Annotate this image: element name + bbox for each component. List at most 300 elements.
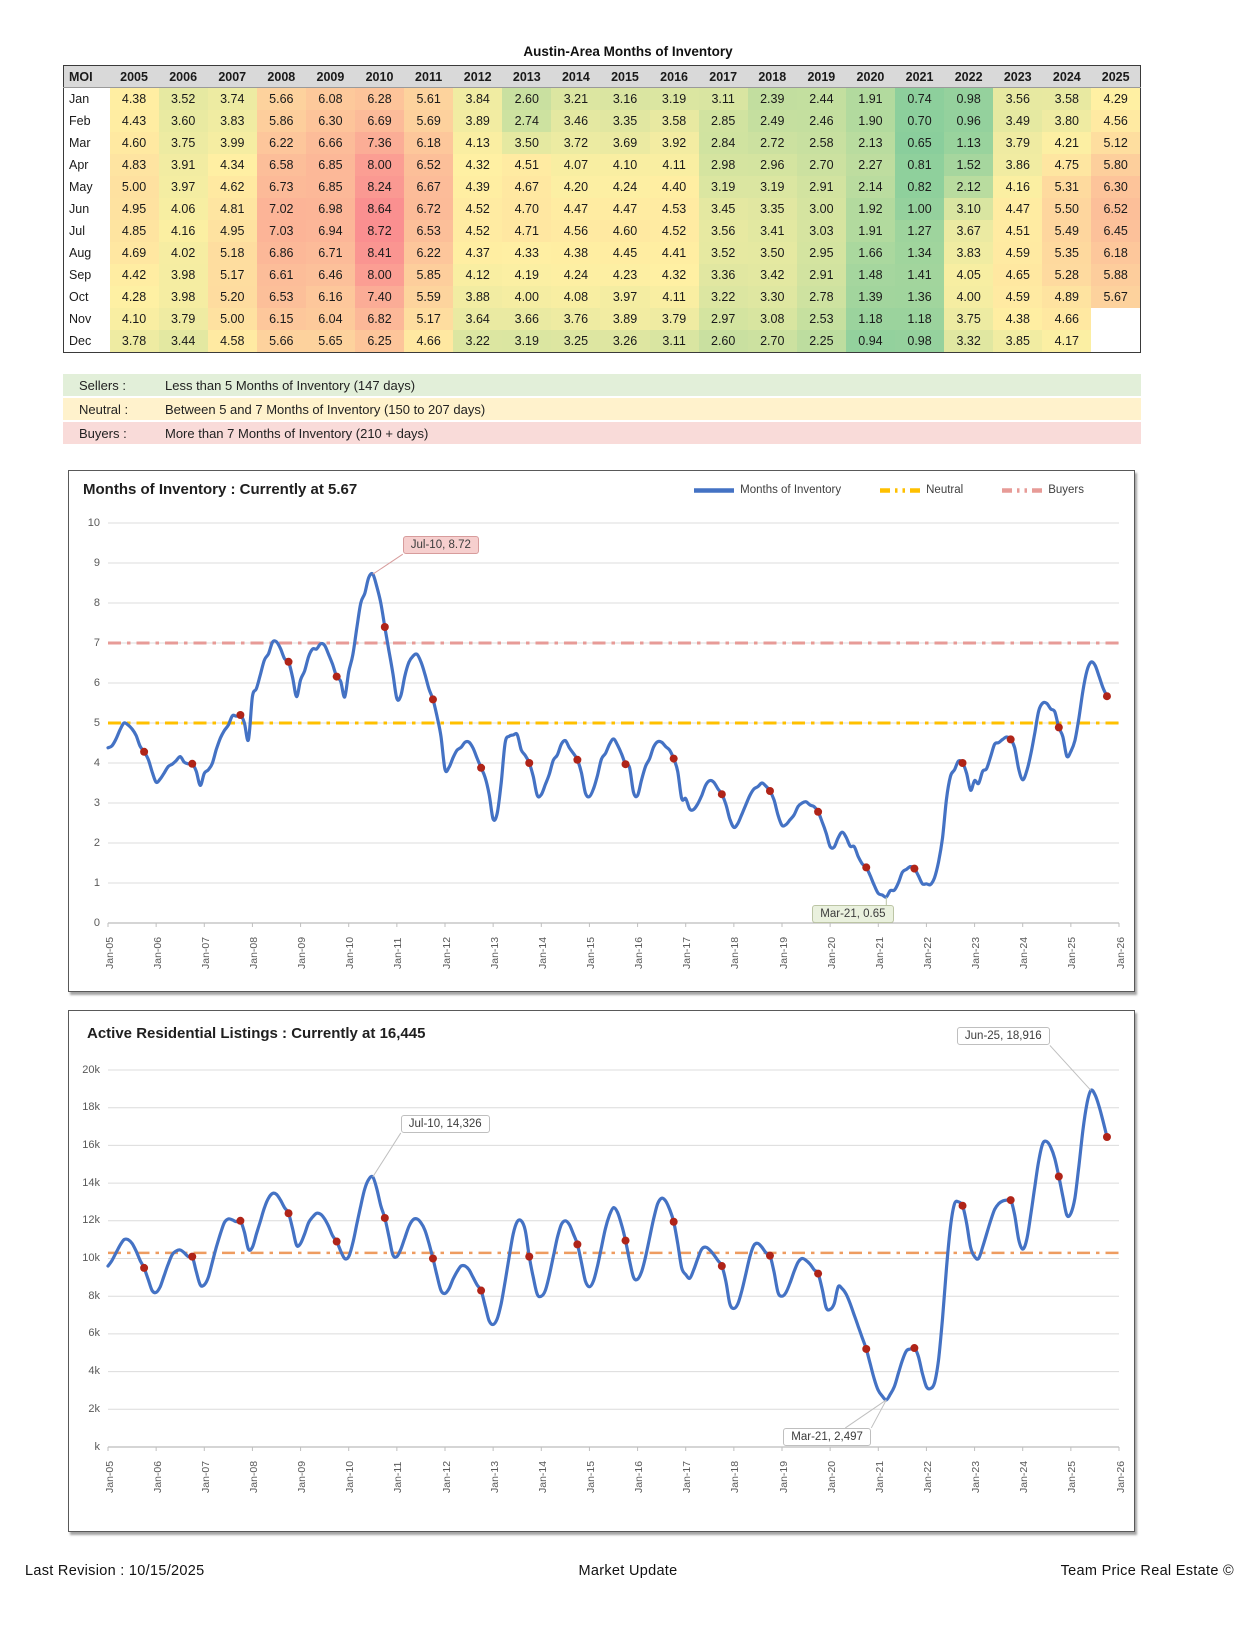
x-axis-label: Jan-25 xyxy=(1066,936,1079,969)
y-axis-label: 2 xyxy=(93,836,100,849)
moi-cell: 3.86 xyxy=(993,154,1042,176)
moi-cell: 0.82 xyxy=(895,176,944,198)
moi-cell: 2.14 xyxy=(846,176,895,198)
x-axis-label: Jan-26 xyxy=(1114,936,1127,969)
moi-cell: 4.60 xyxy=(600,220,649,242)
moi-cell: 4.53 xyxy=(650,198,699,220)
legend-label: Buyers xyxy=(1048,484,1084,496)
x-axis-label: Jan-12 xyxy=(440,936,453,969)
october-marker-dot xyxy=(236,1217,244,1225)
moi-cell: 3.19 xyxy=(502,330,551,353)
moi-cell: 4.23 xyxy=(600,264,649,286)
moi-cell: 4.24 xyxy=(600,176,649,198)
moi-cell: 4.38 xyxy=(993,308,1042,330)
october-marker-dot xyxy=(333,1238,341,1246)
x-axis-label: Jan-07 xyxy=(199,936,212,969)
moi-cell: 3.11 xyxy=(699,88,748,111)
year-header: 2010 xyxy=(355,66,404,88)
moi-cell: 3.85 xyxy=(993,330,1042,353)
moi-cell: 5.31 xyxy=(1042,176,1091,198)
moi-cell: 6.85 xyxy=(306,176,355,198)
moi-cell: 8.64 xyxy=(355,198,404,220)
moi-cell: 2.60 xyxy=(699,330,748,353)
moi-cell xyxy=(1091,308,1140,330)
moi-cell: 6.94 xyxy=(306,220,355,242)
moi-cell: 3.00 xyxy=(797,198,846,220)
moi-cell: 5.17 xyxy=(208,264,257,286)
month-label: Jan xyxy=(64,88,110,111)
x-axis-label: Jan-06 xyxy=(151,936,164,969)
moi-cell: 3.35 xyxy=(748,198,797,220)
y-axis-label: 14k xyxy=(82,1176,100,1189)
moi-cell: 3.60 xyxy=(159,110,208,132)
year-header: 2025 xyxy=(1091,66,1140,88)
moi-cell: 6.30 xyxy=(1091,176,1140,198)
x-axis-label: Jan-25 xyxy=(1066,1460,1079,1493)
moi-cell: 5.12 xyxy=(1091,132,1140,154)
chart-annotation: Mar-21, 0.65 xyxy=(812,905,893,923)
moi-cell: 0.96 xyxy=(944,110,993,132)
moi-cell: 4.11 xyxy=(650,286,699,308)
moi-cell: 4.39 xyxy=(453,176,502,198)
october-marker-dot xyxy=(140,1264,148,1272)
series-line xyxy=(108,1090,1107,1400)
month-label: Aug xyxy=(64,242,110,264)
moi-cell: 2.70 xyxy=(748,330,797,353)
moi-cell: 5.00 xyxy=(110,176,159,198)
moi-cell: 5.59 xyxy=(404,286,453,308)
moi-cell: 3.44 xyxy=(159,330,208,353)
x-axis-label: Jan-05 xyxy=(103,936,116,969)
x-axis-label: Jan-24 xyxy=(1018,1460,1031,1493)
key-row-neutral xyxy=(63,398,1141,420)
table-corner-label: MOI xyxy=(64,66,110,88)
x-axis-label: Jan-08 xyxy=(247,936,260,969)
moi-cell: 4.65 xyxy=(993,264,1042,286)
moi-cell: 8.41 xyxy=(355,242,404,264)
october-marker-dot xyxy=(718,790,726,798)
moi-cell: 5.86 xyxy=(257,110,306,132)
moi-cell: 4.33 xyxy=(502,242,551,264)
moi-cell: 3.89 xyxy=(600,308,649,330)
october-marker-dot xyxy=(622,760,630,768)
x-axis-label: Jan-23 xyxy=(970,1460,983,1493)
moi-cell: 4.69 xyxy=(110,242,159,264)
moi-cell: 4.66 xyxy=(1042,308,1091,330)
october-marker-dot xyxy=(959,759,967,767)
moi-cell: 6.25 xyxy=(355,330,404,353)
x-axis-label: Jan-13 xyxy=(488,1460,501,1493)
year-header: 2016 xyxy=(650,66,699,88)
moi-cell: 3.56 xyxy=(993,88,1042,111)
moi-cell: 5.80 xyxy=(1091,154,1140,176)
moi-cell: 3.74 xyxy=(208,88,257,111)
moi-cell: 4.81 xyxy=(208,198,257,220)
y-axis-label: 0 xyxy=(93,916,100,929)
y-axis-label: 20k xyxy=(82,1063,100,1076)
moi-cell: 4.56 xyxy=(551,220,600,242)
x-axis-label: Jan-16 xyxy=(633,936,646,969)
moi-cell: 0.70 xyxy=(895,110,944,132)
x-axis-label: Jan-11 xyxy=(392,1461,405,1493)
october-marker-dot xyxy=(670,1218,678,1226)
x-axis-label: Jan-06 xyxy=(151,1460,164,1493)
moi-cell: 3.89 xyxy=(453,110,502,132)
moi-cell: 4.13 xyxy=(453,132,502,154)
year-header: 2013 xyxy=(502,66,551,88)
month-label: Apr xyxy=(64,154,110,176)
moi-cell: 2.85 xyxy=(699,110,748,132)
moi-cell: 5.50 xyxy=(1042,198,1091,220)
moi-cell: 3.52 xyxy=(699,242,748,264)
moi-cell: 3.75 xyxy=(159,132,208,154)
moi-cell: 4.10 xyxy=(600,154,649,176)
moi-cell: 1.13 xyxy=(944,132,993,154)
chart-annotation: Jul-10, 14,326 xyxy=(401,1115,490,1133)
moi-cell: 6.28 xyxy=(355,88,404,111)
moi-cell: 4.34 xyxy=(208,154,257,176)
moi-cell: 4.85 xyxy=(110,220,159,242)
x-axis-label: Jan-20 xyxy=(825,936,838,969)
moi-cell: 2.70 xyxy=(797,154,846,176)
moi-cell: 4.95 xyxy=(110,198,159,220)
october-marker-dot xyxy=(670,755,678,763)
october-marker-dot xyxy=(1103,1133,1111,1141)
moi-cell: 8.72 xyxy=(355,220,404,242)
moi-cell: 4.29 xyxy=(1091,88,1140,111)
footer-last-revision: Last Revision : 10/15/2025 xyxy=(25,1563,205,1579)
moi-cell: 3.50 xyxy=(748,242,797,264)
moi-cell: 4.51 xyxy=(993,220,1042,242)
year-header: 2024 xyxy=(1042,66,1091,88)
moi-cell: 3.99 xyxy=(208,132,257,154)
moi-cell: 6.53 xyxy=(257,286,306,308)
moi-table xyxy=(63,65,1141,353)
table-row xyxy=(64,110,1141,132)
table-row xyxy=(64,198,1141,220)
moi-cell: 4.52 xyxy=(453,220,502,242)
month-label: Sep xyxy=(64,264,110,286)
moi-cell: 7.03 xyxy=(257,220,306,242)
moi-cell: 3.35 xyxy=(600,110,649,132)
annotation-leader xyxy=(871,1400,886,1428)
moi-cell: 3.76 xyxy=(551,308,600,330)
october-marker-dot xyxy=(959,1202,967,1210)
moi-cell: 3.64 xyxy=(453,308,502,330)
moi-cell: 3.91 xyxy=(159,154,208,176)
moi-cell: 1.48 xyxy=(846,264,895,286)
listings-chart-title: Active Residential Listings : Currently at 16,445 xyxy=(87,1025,426,1042)
x-axis-label: Jan-10 xyxy=(344,936,357,969)
x-axis-label: Jan-21 xyxy=(873,936,886,969)
x-axis-label: Jan-09 xyxy=(296,1460,309,1493)
moi-cell: 6.86 xyxy=(257,242,306,264)
x-axis-label: Jan-13 xyxy=(488,936,501,969)
october-marker-dot xyxy=(236,711,244,719)
moi-cell: 3.30 xyxy=(748,286,797,308)
moi-cell: 6.66 xyxy=(306,132,355,154)
october-marker-dot xyxy=(766,1252,774,1260)
moi-cell: 2.72 xyxy=(748,132,797,154)
x-axis-label: Jan-05 xyxy=(103,1460,116,1493)
annotation-leader xyxy=(845,1400,886,1428)
october-marker-dot xyxy=(622,1237,630,1245)
october-marker-dot xyxy=(477,1287,485,1295)
year-header: 2023 xyxy=(993,66,1042,88)
moi-cell: 2.27 xyxy=(846,154,895,176)
x-axis-label: Jan-14 xyxy=(536,936,549,969)
moi-cell: 8.24 xyxy=(355,176,404,198)
moi-cell: 6.22 xyxy=(404,242,453,264)
moi-cell: 4.21 xyxy=(1042,132,1091,154)
y-axis-label: 6 xyxy=(93,676,100,689)
moi-cell: 3.92 xyxy=(650,132,699,154)
moi-cell: 5.17 xyxy=(404,308,453,330)
october-marker-dot xyxy=(814,808,822,816)
moi-cell: 4.56 xyxy=(1091,110,1140,132)
moi-cell: 4.67 xyxy=(502,176,551,198)
year-header: 2005 xyxy=(110,66,159,88)
y-axis-label: k xyxy=(94,1440,100,1453)
moi-cell: 4.11 xyxy=(650,154,699,176)
october-marker-dot xyxy=(333,673,341,681)
moi-cell: 4.89 xyxy=(1042,286,1091,308)
moi-cell: 4.43 xyxy=(110,110,159,132)
month-label: Jun xyxy=(64,198,110,220)
moi-cell: 3.22 xyxy=(453,330,502,353)
year-header: 2012 xyxy=(453,66,502,88)
october-marker-dot xyxy=(1055,723,1063,731)
moi-cell: 4.51 xyxy=(502,154,551,176)
october-marker-dot xyxy=(1007,735,1015,743)
moi-cell: 0.94 xyxy=(846,330,895,353)
chart-annotation: Jul-10, 8.72 xyxy=(403,536,479,554)
moi-cell: 5.00 xyxy=(208,308,257,330)
moi-cell xyxy=(1091,330,1140,353)
moi-cell: 4.42 xyxy=(110,264,159,286)
month-label: Jul xyxy=(64,220,110,242)
year-header: 2007 xyxy=(208,66,257,88)
october-marker-dot xyxy=(477,764,485,772)
x-axis-label: Jan-26 xyxy=(1114,1460,1127,1493)
october-marker-dot xyxy=(188,760,196,768)
moi-cell: 4.66 xyxy=(404,330,453,353)
moi-cell: 2.12 xyxy=(944,176,993,198)
moi-cell: 6.52 xyxy=(1091,198,1140,220)
moi-cell: 5.28 xyxy=(1042,264,1091,286)
table-row xyxy=(64,132,1141,154)
moi-cell: 5.66 xyxy=(257,330,306,353)
year-header: 2009 xyxy=(306,66,355,88)
chart-canvas xyxy=(69,1011,1134,1531)
month-label: Oct xyxy=(64,286,110,308)
year-header: 2017 xyxy=(699,66,748,88)
moi-cell: 3.83 xyxy=(944,242,993,264)
table-row xyxy=(64,330,1141,353)
moi-cell: 4.71 xyxy=(502,220,551,242)
moi-cell: 2.13 xyxy=(846,132,895,154)
moi-cell: 5.85 xyxy=(404,264,453,286)
october-marker-dot xyxy=(525,1253,533,1261)
moi-cell: 4.59 xyxy=(993,286,1042,308)
moi-cell: 4.60 xyxy=(110,132,159,154)
x-axis-label: Jan-10 xyxy=(344,1460,357,1493)
moi-cell: 1.91 xyxy=(846,88,895,111)
moi-cell: 4.58 xyxy=(208,330,257,353)
october-marker-dot xyxy=(1103,692,1111,700)
y-axis-label: 10 xyxy=(87,516,100,529)
moi-cell: 4.37 xyxy=(453,242,502,264)
moi-cell: 3.19 xyxy=(748,176,797,198)
moi-cell: 3.66 xyxy=(502,308,551,330)
annotation-leader xyxy=(373,1133,401,1177)
moi-cell: 4.07 xyxy=(551,154,600,176)
y-axis-label: 4 xyxy=(93,756,100,769)
year-header: 2022 xyxy=(944,66,993,88)
x-axis-label: Jan-23 xyxy=(970,936,983,969)
month-label: May xyxy=(64,176,110,198)
moi-cell: 3.19 xyxy=(650,88,699,111)
table-row xyxy=(64,308,1141,330)
x-axis-label: Jan-08 xyxy=(247,1460,260,1493)
moi-cell: 2.46 xyxy=(797,110,846,132)
moi-cell: 2.91 xyxy=(797,264,846,286)
moi-cell: 3.49 xyxy=(993,110,1042,132)
moi-cell: 3.58 xyxy=(650,110,699,132)
year-header: 2014 xyxy=(551,66,600,88)
moi-cell: 3.22 xyxy=(699,286,748,308)
moi-cell: 4.16 xyxy=(993,176,1042,198)
moi-cell: 4.41 xyxy=(650,242,699,264)
y-axis-label: 8k xyxy=(88,1289,100,1302)
year-header: 2006 xyxy=(159,66,208,88)
october-marker-dot xyxy=(429,1255,437,1263)
moi-cell: 3.78 xyxy=(110,330,159,353)
moi-cell: 7.40 xyxy=(355,286,404,308)
y-axis-label: 7 xyxy=(93,636,100,649)
key-description-neutral: Between 5 and 7 Months of Inventory (150 to 207 days) xyxy=(165,401,486,417)
moi-cell: 6.58 xyxy=(257,154,306,176)
moi-cell: 3.67 xyxy=(944,220,993,242)
key-label-sellers: Sellers : xyxy=(79,377,126,393)
october-marker-dot xyxy=(910,865,918,873)
moi-cell: 5.67 xyxy=(1091,286,1140,308)
moi-cell: 2.74 xyxy=(502,110,551,132)
y-axis-label: 8 xyxy=(93,596,100,609)
moi-cell: 3.08 xyxy=(748,308,797,330)
october-marker-dot xyxy=(766,787,774,795)
x-axis-label: Jan-15 xyxy=(584,936,597,969)
legend-label: Neutral xyxy=(926,484,964,496)
moi-cell: 4.70 xyxy=(502,198,551,220)
month-label: Feb xyxy=(64,110,110,132)
moi-cell: 3.97 xyxy=(159,176,208,198)
series-line xyxy=(108,574,1107,898)
moi-cell: 5.88 xyxy=(1091,264,1140,286)
x-axis-label: Jan-18 xyxy=(729,936,742,969)
moi-cell: 2.98 xyxy=(699,154,748,176)
october-marker-dot xyxy=(525,759,533,767)
month-label: Nov xyxy=(64,308,110,330)
moi-cell: 1.27 xyxy=(895,220,944,242)
key-row-sellers xyxy=(63,374,1141,396)
moi-cell: 3.56 xyxy=(699,220,748,242)
moi-cell: 4.95 xyxy=(208,220,257,242)
table-row xyxy=(64,264,1141,286)
october-marker-dot xyxy=(429,695,437,703)
moi-cell: 3.88 xyxy=(453,286,502,308)
moi-cell: 4.52 xyxy=(650,220,699,242)
moi-cell: 6.69 xyxy=(355,110,404,132)
moi-cell: 3.19 xyxy=(699,176,748,198)
footer-company: Team Price Real Estate © xyxy=(1060,1563,1234,1579)
x-axis-label: Jan-24 xyxy=(1018,936,1031,969)
y-axis-label: 16k xyxy=(82,1138,100,1151)
moi-cell: 2.60 xyxy=(502,88,551,111)
x-axis-label: Jan-22 xyxy=(921,1460,934,1493)
x-axis-label: Jan-12 xyxy=(440,1460,453,1493)
legend-label: Months of Inventory xyxy=(740,484,842,496)
year-header: 2021 xyxy=(895,66,944,88)
moi-cell: 3.98 xyxy=(159,264,208,286)
october-marker-dot xyxy=(140,748,148,756)
moi-cell: 6.18 xyxy=(404,132,453,154)
october-marker-dot xyxy=(573,1240,581,1248)
annotation-leader xyxy=(373,554,403,574)
moi-cell: 6.73 xyxy=(257,176,306,198)
moi-cell: 0.98 xyxy=(944,88,993,111)
month-label: Mar xyxy=(64,132,110,154)
moi-cell: 4.52 xyxy=(453,198,502,220)
moi-cell: 3.45 xyxy=(699,198,748,220)
x-axis-label: Jan-19 xyxy=(777,936,790,969)
x-axis-label: Jan-09 xyxy=(296,936,309,969)
moi-cell: 3.36 xyxy=(699,264,748,286)
moi-cell: 5.49 xyxy=(1042,220,1091,242)
y-axis-label: 10k xyxy=(82,1252,100,1264)
moi-cell: 4.16 xyxy=(159,220,208,242)
october-marker-dot xyxy=(862,863,870,871)
moi-cell: 2.97 xyxy=(699,308,748,330)
october-marker-dot xyxy=(285,658,293,666)
x-axis-label: Jan-16 xyxy=(633,1460,646,1493)
y-axis-label: 5 xyxy=(93,716,100,729)
moi-cell: 3.32 xyxy=(944,330,993,353)
moi-cell: 3.16 xyxy=(600,88,649,111)
key-label-neutral: Neutral : xyxy=(79,401,129,417)
moi-cell: 6.85 xyxy=(306,154,355,176)
table-row xyxy=(64,176,1141,198)
moi-cell: 2.53 xyxy=(797,308,846,330)
moi-cell: 3.83 xyxy=(208,110,257,132)
table-row xyxy=(64,242,1141,264)
moi-cell: 7.36 xyxy=(355,132,404,154)
moi-cell: 4.19 xyxy=(502,264,551,286)
x-axis-label: Jan-18 xyxy=(729,1460,742,1493)
footer-market-update: Market Update xyxy=(578,1563,678,1579)
moi-cell: 4.28 xyxy=(110,286,159,308)
moi-cell: 1.34 xyxy=(895,242,944,264)
moi-cell: 4.59 xyxy=(993,242,1042,264)
moi-cell: 1.00 xyxy=(895,198,944,220)
moi-cell: 0.98 xyxy=(895,330,944,353)
y-axis-label: 1 xyxy=(93,876,100,889)
moi-cell: 3.11 xyxy=(650,330,699,353)
moi-cell: 3.69 xyxy=(600,132,649,154)
moi-cell: 3.75 xyxy=(944,308,993,330)
moi-cell: 2.84 xyxy=(699,132,748,154)
x-axis-label: Jan-19 xyxy=(777,1460,790,1493)
